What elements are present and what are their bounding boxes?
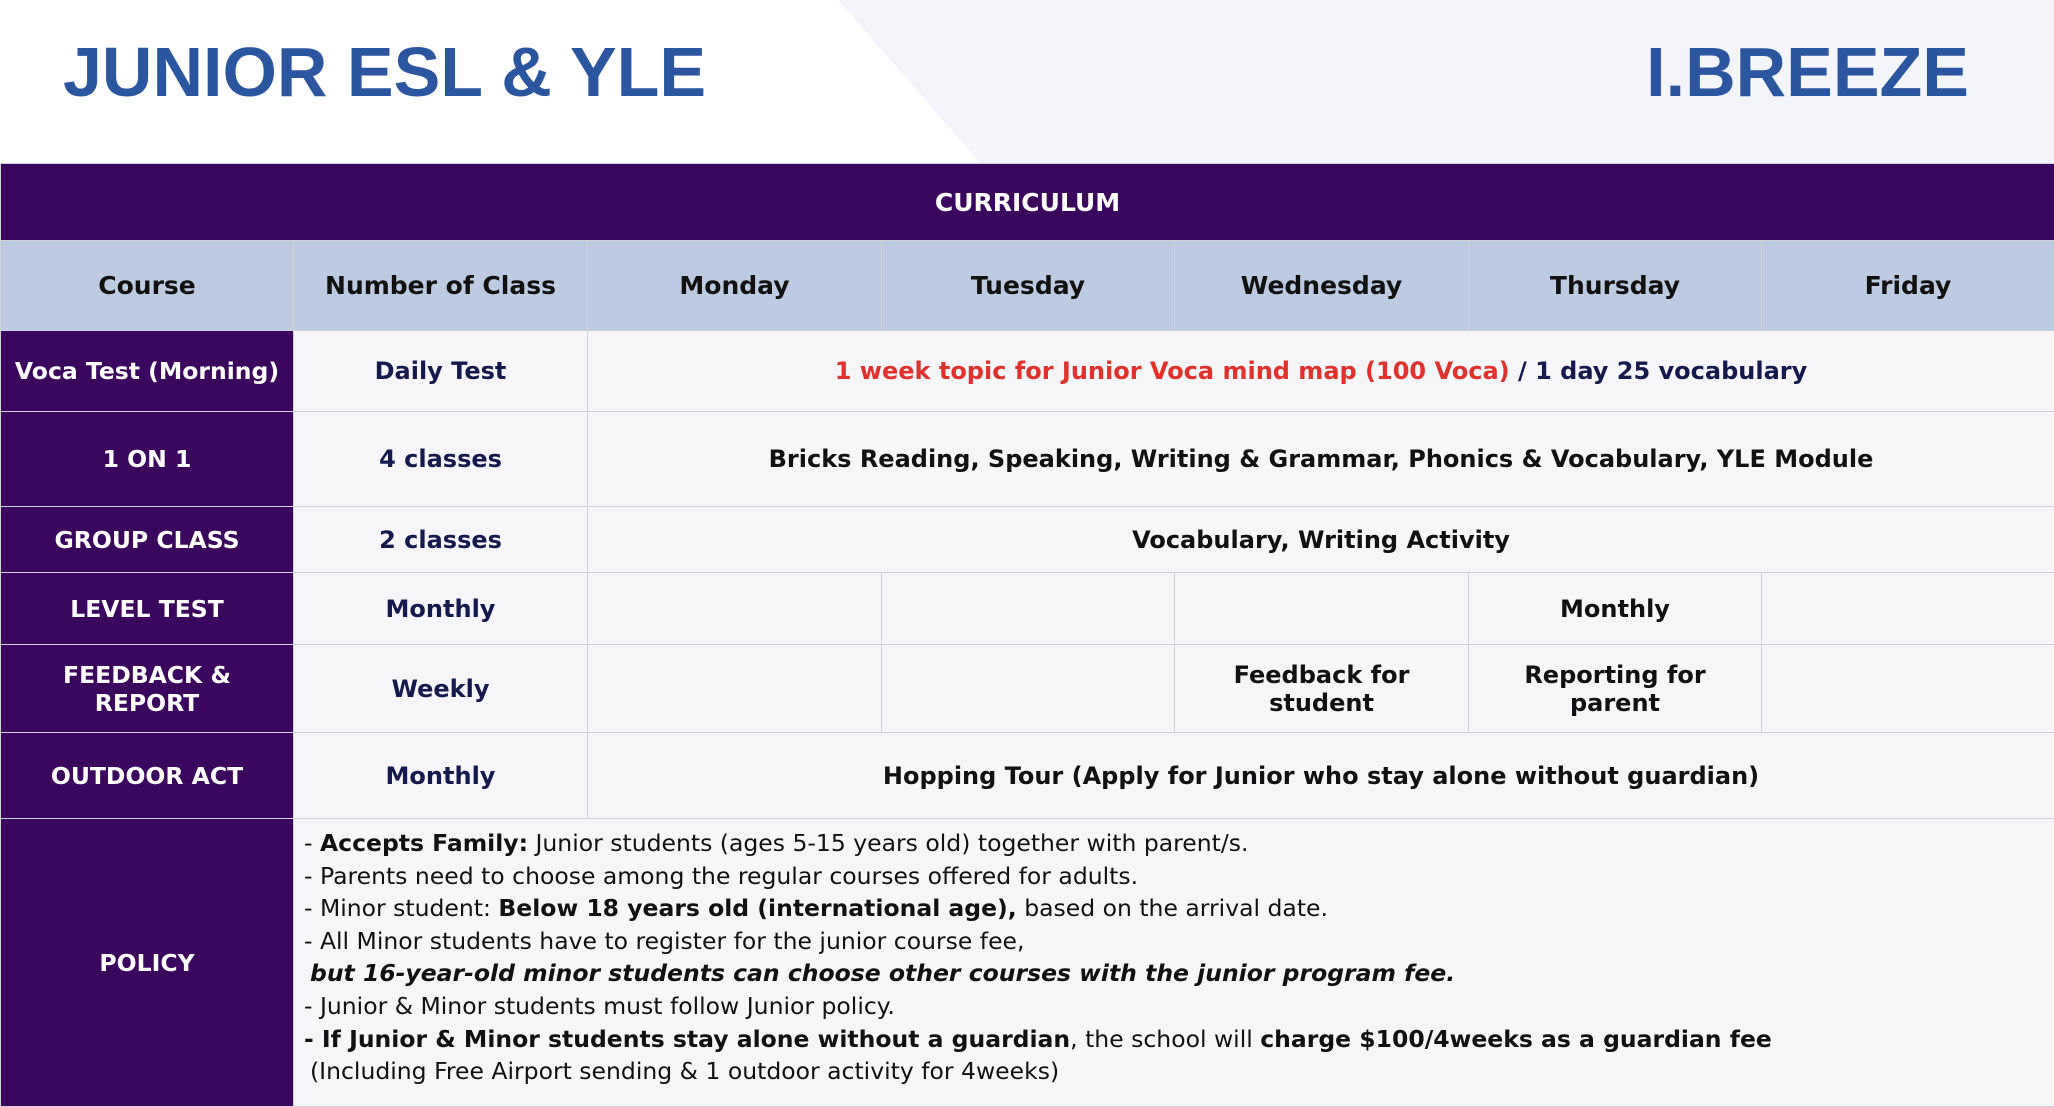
table-title-row: [1, 164, 2054, 241]
policy-emphasis: Accepts Family:: [320, 829, 528, 857]
policy-text-span: Junior students (ages 5-15 years old) together with parent/s.: [528, 829, 1249, 857]
policy-line: [304, 827, 2044, 860]
voca-test-detail: [588, 331, 2054, 412]
feedback-thursday: [1469, 645, 1762, 733]
policy-list: [304, 827, 2044, 1088]
column-header-friday: Friday: [1762, 241, 2054, 331]
policy-text-span: , the school will: [1070, 1025, 1260, 1053]
policy-line: [304, 1023, 2044, 1056]
policy-line: (Including Free Airport sending & 1 outdoor activity for 4weeks): [304, 1055, 2044, 1088]
policy-emphasis: - If Junior & Minor students stay alone without a guardian: [304, 1025, 1070, 1053]
row-label-one-on-one: 1 ON 1: [1, 412, 294, 507]
column-header-monday: Monday: [588, 241, 882, 331]
feedback-tuesday: [882, 645, 1175, 733]
table-row-outdoor-act: [1, 733, 2054, 819]
policy-line: - All Minor students have to register for the junior course fee,: [304, 925, 2044, 958]
policy-emphasis: Below 18 years old (international age),: [498, 894, 1016, 922]
column-header-thursday: Thursday: [1469, 241, 1762, 331]
row-label-level-test: LEVEL TEST: [1, 573, 294, 645]
table-row-policy: [1, 819, 2054, 1107]
voca-topic-text: 1 week topic for Junior Voca mind map (100 Voca): [835, 357, 1510, 385]
one-on-one-detail: Bricks Reading, Speaking, Writing & Grammar, Phonics & Vocabulary, YLE Module: [588, 412, 2054, 507]
table-row-level-test: [1, 573, 2054, 645]
row-label-outdoor-act: OUTDOOR ACT: [1, 733, 294, 819]
feedback-friday: [1762, 645, 2054, 733]
class-count-group-class: 2 classes: [294, 507, 588, 573]
group-class-detail: Vocabulary, Writing Activity: [588, 507, 2054, 573]
report-line-1: Reporting for: [1475, 661, 1755, 689]
table-row-feedback-report: [1, 645, 2054, 733]
row-label-voca-test: Voca Test (Morning): [1, 331, 294, 412]
class-count-voca-test: Daily Test: [294, 331, 588, 412]
policy-text-span: based on the arrival date.: [1017, 894, 1328, 922]
policy-line: but 16-year-old minor students can choose other courses with the junior program fee.: [304, 957, 2044, 990]
row-label-feedback-report: FEEDBACK & REPORT: [1, 645, 294, 733]
level-test-wednesday: [1175, 573, 1469, 645]
level-test-friday: [1762, 573, 2054, 645]
table-row-voca-test: [1, 331, 2054, 412]
report-line-2: parent: [1475, 689, 1755, 717]
column-header-row: [1, 241, 2054, 331]
voca-separator: /: [1510, 357, 1535, 385]
row-label-group-class: GROUP CLASS: [1, 507, 294, 573]
level-test-monday: [588, 573, 882, 645]
curriculum-table: [0, 163, 2054, 1107]
column-header-wednesday: Wednesday: [1175, 241, 1469, 331]
voca-daily-text: 1 day 25 vocabulary: [1535, 357, 1807, 385]
class-count-level-test: Monthly: [294, 573, 588, 645]
column-header-tuesday: Tuesday: [882, 241, 1175, 331]
level-test-thursday: Monthly: [1469, 573, 1762, 645]
row-label-policy: POLICY: [1, 819, 294, 1107]
page-header: [0, 0, 2054, 163]
column-header-course: Course: [1, 241, 294, 331]
page-title: JUNIOR ESL & YLE: [63, 32, 706, 112]
curriculum-heading: CURRICULUM: [1, 164, 2054, 241]
policy-line: - Junior & Minor students must follow Junior policy.: [304, 990, 2044, 1023]
class-count-one-on-one: 4 classes: [294, 412, 588, 507]
table-row-group-class: [1, 507, 2054, 573]
table-row-one-on-one: [1, 412, 2054, 507]
brand-logo-text: I.BREEZE: [1646, 32, 1969, 112]
level-test-tuesday: [882, 573, 1175, 645]
policy-text: [294, 819, 2054, 1107]
policy-emphasis: charge $100/4weeks as a guardian fee: [1260, 1025, 1772, 1053]
policy-line: - Parents need to choose among the regular courses offered for adults.: [304, 860, 2044, 893]
feedback-monday: [588, 645, 882, 733]
column-header-number-of-class: Number of Class: [294, 241, 588, 331]
class-count-feedback-report: Weekly: [294, 645, 588, 733]
policy-text-span: - Minor student:: [304, 894, 498, 922]
outdoor-act-detail: Hopping Tour (Apply for Junior who stay alone without guardian): [588, 733, 2054, 819]
policy-line: [304, 892, 2044, 925]
class-count-outdoor-act: Monthly: [294, 733, 588, 819]
feedback-wednesday: Feedback for student: [1175, 645, 1469, 733]
policy-bullet: -: [304, 829, 320, 857]
